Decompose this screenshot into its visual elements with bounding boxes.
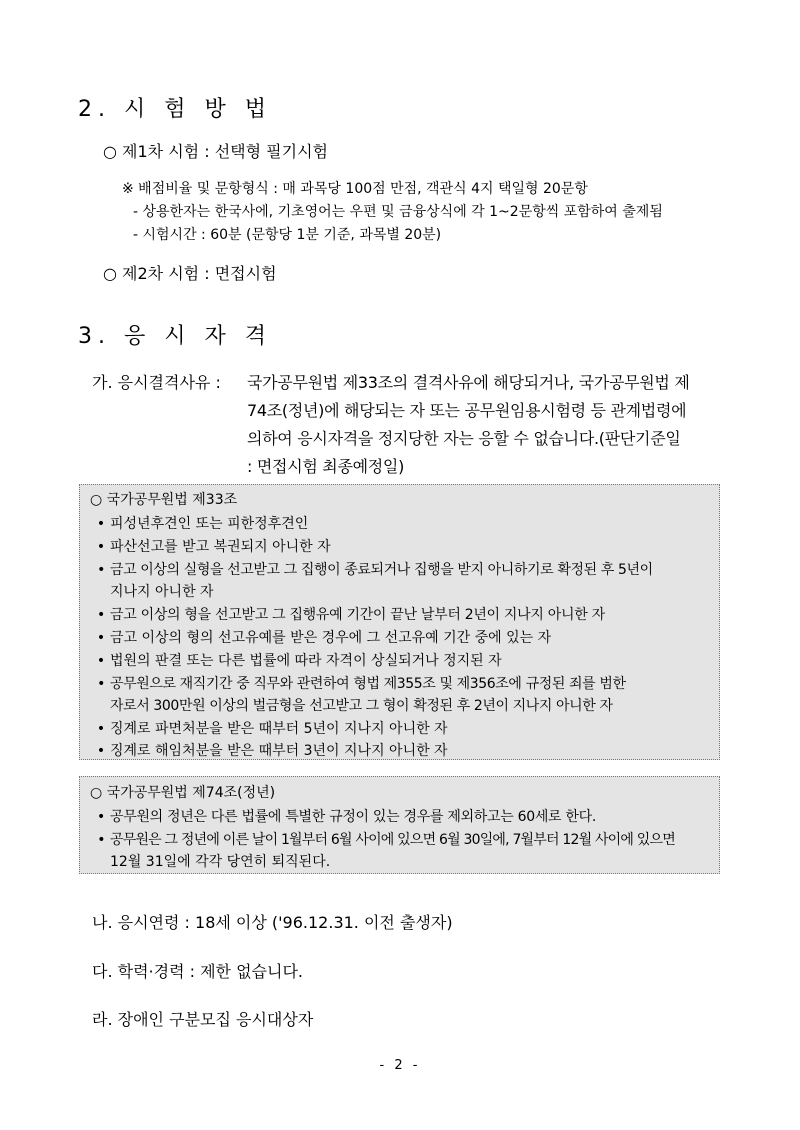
article-74-title: ○ 국가공무원법 제74조(정년)	[90, 785, 276, 801]
bullet-icon: •	[96, 653, 106, 669]
disabled-recruitment: 라. 장애인 구분모집 응시대상자	[92, 1010, 314, 1029]
list-item: • 금고 이상의 형을 선고받고 그 집행유예 기간이 끝난 날부터 2년이 지나지 아니한 자	[92, 604, 605, 624]
list-item: • 금고 이상의 실형을 선고받고 그 집행이 종료되거나 집행을 받지 아니하기로 확정된 후 5년이	[92, 559, 653, 579]
disqualification-label: 가. 응시결격사유 :	[92, 373, 221, 392]
disqualification-text-2: 74조(정년)에 해당되는 자 또는 공무원임용시험령 등 관계법령에	[247, 401, 687, 420]
section-3-title: 3. 응 시 자 격	[78, 324, 272, 349]
bullet-icon: •	[96, 630, 106, 646]
disqualification-text-1: 국가공무원법 제33조의 결격사유에 해당되거나, 국가공무원법 제	[247, 373, 690, 392]
list-item-continued: 자로서 300만원 이상의 벌금형을 선고받고 그 형이 확정된 후 2년이 지나지 아니한 자	[110, 698, 613, 714]
list-item: • 징계로 파면처분을 받은 때부터 5년이 지나지 아니한 자	[92, 718, 448, 738]
bullet-icon: •	[96, 539, 106, 555]
list-item-continued: 지나지 아니한 자	[110, 584, 214, 600]
bullet-icon: •	[96, 721, 106, 737]
bullet-icon: •	[97, 832, 105, 848]
list-item: • 피성년후견인 또는 피한정후견인	[92, 513, 308, 533]
bullet-icon: •	[97, 809, 105, 825]
disqualification-text-3: 의하여 응시자격을 정지당한 자는 응할 수 없습니다.(판단기준일	[247, 429, 681, 448]
list-item-continued: 12월 31일에 각각 당연히 퇴직된다.	[110, 854, 331, 870]
bullet-icon: •	[96, 516, 106, 532]
list-item: • 파산선고를 받고 복권되지 아니한 자	[92, 536, 331, 556]
sub-note-hanja: - 상용한자는 한국사에, 기초영어는 우편 및 금융상식에 각 1~2문항씩 포함하여 출제됨	[133, 204, 663, 220]
bullet-icon: •	[97, 607, 105, 623]
section-2-title: 2. 시 험 방 법	[78, 97, 272, 122]
disqualification-text-4: : 면접시험 최종예정일)	[247, 457, 405, 476]
age-requirement: 나. 응시연령 : 18세 이상 ('96.12.31. 이전 출생자)	[92, 913, 453, 932]
bullet-icon: •	[97, 562, 105, 578]
list-item: • 공무원으로 재직기간 중 직무와 관련하여 형법 제355조 및 제356조에 규정된 죄를 범한	[92, 673, 626, 693]
list-item: • 공무원은 그 정년에 이른 날이 1월부터 6월 사이에 있으면 6월 30일에, 7월부터 12월 사이에 있으면	[92, 829, 675, 849]
score-note: ※ 배점비율 및 문항형식 : 매 과목당 100점 만점, 객관식 4지 택일형 20문항	[122, 181, 588, 197]
education-requirement: 다. 학력·경력 : 제한 없습니다.	[92, 962, 304, 981]
list-item: • 징계로 해임처분을 받은 때부터 3년이 지나지 아니한 자	[92, 740, 448, 760]
article-33-box	[79, 484, 720, 760]
article-33-title: ○ 국가공무원법 제33조	[90, 492, 238, 508]
article-74-box	[79, 776, 720, 874]
list-item: • 금고 이상의 형의 선고유예를 받은 경우에 그 선고유예 기간 중에 있는 자	[92, 627, 551, 647]
list-item: • 공무원의 정년은 다른 법률에 특별한 규정이 있는 경우를 제외하고는 60세로 한다.	[92, 806, 596, 826]
first-exam-line: ○ 제1차 시험 : 선택형 필기시험	[103, 142, 328, 161]
sub-note-time: - 시험시간 : 60분 (문항당 1분 기준, 과목별 20분)	[133, 227, 442, 243]
list-item: • 법원의 판결 또는 다른 법률에 따라 자격이 상실되거나 정지된 자	[92, 650, 502, 670]
bullet-icon: •	[97, 676, 105, 692]
page-number: - 2 -	[379, 1058, 421, 1073]
second-exam-line: ○ 제2차 시험 : 면접시험	[103, 264, 277, 283]
bullet-icon: •	[96, 743, 106, 759]
